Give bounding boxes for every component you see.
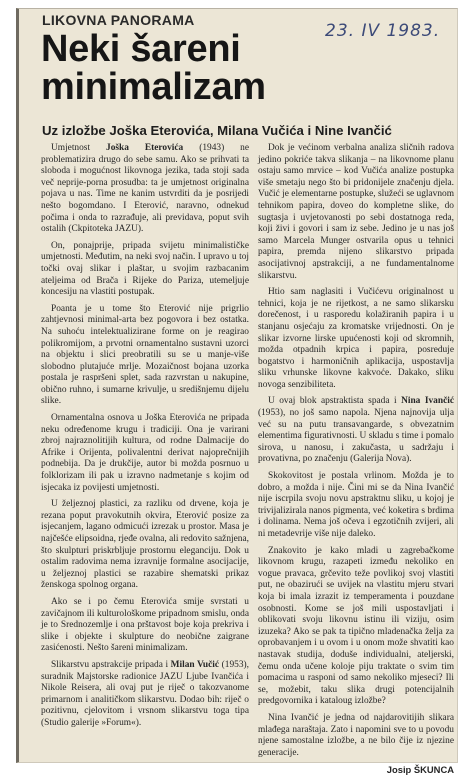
paragraph-text: Nina Ivančić je jedna od najdarovitijih slikara mlađega naraštaja. Zato i napomini sve to u povodu njene samostalne izložbe, a ne bilo čije iz njezine generacije. (258, 712, 454, 758)
paragraph-text: Dok je većinom verbalna analiza sličnih radova jedino pokriće takva slikanja – na likovnome planu ostaju samo mrvice – kod Vučića analize postupka više smetaju nego što bi pridonijele značenju djela. Vučić je elementarne postupke, služeći se uglavnom tehnikom papira, doveo do kompletne slike, do sugtasja i uvjetovanosti po sebi dostatnoga reda, koji živi i govori i sam iz sebe. Jedino je u nas još samo Marcela Munger ostvarila opus u tehnici papira, premda nijeno slikarstvo pripada asocijativnoj apstrakciji, a ne fundamentalnome slikarstvu. (258, 143, 454, 281)
article-paragraph (41, 499, 249, 592)
left-column (41, 143, 249, 758)
article-paragraph (41, 143, 249, 236)
paragraph-text: Umjetnost (51, 143, 107, 153)
paragraph-text: U željeznoj plastici, za razliku od drvene, koja je rezana poput pravokutnih okvira, Eterović posize za isjecanjem, lagano odmicući izrezak u prostor. Masa je najčešće elipsoidna, rjeđe ovalna, ali redovito sažnjena, što skulpturi priskrbljuje prostornu eleganciju. Dok u ostalim radovima nema izravnije formalne asocijacije, u željeznoj plastici se razabire shematski prikaz ženskoga spolnog organa. (41, 499, 249, 591)
article-paragraph (41, 660, 249, 730)
section-rubric: LIKOVNA PANORAMA (42, 12, 195, 28)
article-paragraph (258, 287, 454, 391)
artist-name: Joška Eterovića (106, 143, 184, 153)
paragraph-text: Znakovito je kako mladi u zagrebačkome likovnom krugu, razapeti između nekoliko en vogue pravaca, grčevito teže povlikoj svoj vlastiti put, ne obazirući se uvijek na vlastitu mjeru stvari koja bi imala izrazit iz temperamenta i pouzdane osobnosti. Kome se još mili uspostavljati i oblikovati svoju likovnu istinu ili viziju, osim izuzeka? Ako se pak ta tipično mladenačka želja za oprobavanjem i u ovom i u onom može shvatiti kao nastavak studija, doduše individualni, ateljerski, čemu onda učene koloje piju traktate o svim tim pomacima u rasponi od samo nekoliko mjeseci? Ili se, možebit, taku slika drugi potencijalnih predgovornika i kataloug izložbe? (258, 545, 454, 707)
paragraph-text: Ornamentalna osnova u Joška Eterovića ne pripada neku određenome krugu i tradiciji. Ona je varirani zbroj najraznolitijih kultura, od rodne Dalmacije do Afrike i Orijenta, polivalentni derivat najoprečnijih podnebija. Da je drukčije, autor bi možda posrnuo u folklorizam ili pak u izravno nadmetanje s kojim od isjecaka iz povijesti umjetnosti. (41, 413, 249, 493)
author-byline: Josip ŠKUNCA (386, 764, 454, 776)
paragraph-text: (1953), suradnik Majstorske radionice JAZU Ljube Ivančića i Nikole Reisera, ali ovaj put je riječ o takozvanome primarnom i analitičkom slikarstvu. Dodao bih: riječ o pozitivnu, cjelovitom i vrsnom slikarstvu toga tipa (Studio galerije »Forum«). (41, 659, 249, 728)
article-paragraph (41, 304, 249, 408)
paragraph-text: Slikarstvu apstrakcije pripada i (51, 659, 171, 670)
paragraph-text: (1953), no još samo napola. Njena najnovija ulja već su na putu transavangarde, s obvezatnim elementima figurativnosti. U skladu s time i pomalo sirova, u nanosu, i zakučasta, u sadržaju i provativna, po značenju (Galerija Nova). (258, 408, 454, 465)
newspaper-clipping (16, 8, 458, 776)
artist-name: Nina Ivančić (401, 396, 454, 407)
article-paragraph (41, 413, 249, 494)
paragraph-text: Poanta je u tome što Eterović nije prigrlio zahtjevnosi minimal-arta bez pogovora i bez ostatka. Na suhoću intelektualizirane forme on je reagirao polikromijom, a prvotni ornamentalno sustavni uzorci na objektu i slici preobratili su se u manje-više slobodno plutajuće mrlje. Mozaičnost bojana uzorka postala je raspršeni splet, sada razvrstan u nakupine, obično ruhno, i sumarne krivulje, u središnjemu dijelu slike. (41, 303, 249, 407)
article-paragraph (258, 546, 454, 708)
paragraph-text: Htio sam naglasiti i Vučićevu originalnost u tehnici, koja je ne rijetkost, a ne samo slikarsku dorečenost, i u rasporedu kolažiranih papira i u stanjanu osjećaju za kromatske vrijednosti. On je slikar izvorne lirske upućenosti koji od skromnih, možda otpadnih krpica i papira, posreduje bogatstvo i harmoničnih aplikacija, uspostavlja sliku vrhunske likovne kakvoće. Dakako, sliku novoga senzibiliteta. (258, 287, 454, 390)
article-paragraph (41, 597, 249, 655)
article-paragraph (41, 241, 249, 299)
article-paragraph (258, 713, 454, 759)
handwritten-date: 23. IV 1983. (325, 21, 441, 41)
artist-name: Milan Vučić (170, 659, 220, 670)
paragraph-text: Skokovitost je postala vrlinom. Možda je to dobro, a možda i nije. Čini mi se da Nina Ivančić nije iscrpila svoju novu apstraktnu sliku, u kojoj je trivijalizirala nanos pigmenta, već koketira s brdima i dolinama. Nema još očeva i egzotičnih zvijeri, ali ni metadevrije više nije daleko. (258, 471, 454, 539)
article-title: Neki šareni minimalizam (41, 28, 266, 108)
article-paragraph (258, 396, 454, 466)
article-paragraph (258, 143, 454, 282)
paragraph-text: U ovaj blok apstraktista spada i (268, 396, 402, 407)
right-column (258, 143, 454, 776)
article-subtitle: Uz izložbe Joška Eterovića, Milana Vučića i Nine Ivančić (42, 123, 392, 138)
article-paragraph (258, 471, 454, 541)
paragraph-text: Ako se i po čemu Eterovića smije svrstati u zavičajnom ili kulturološkome pripadnom smislu, onda je to Srednozemlje i ona prštavost boje koja prekriva i slike i objekte i skulpture do neobične zaigrane zasićenosti. Nešto šareni minimalizam. (41, 596, 249, 654)
paragraph-text: (1943) ne problematizira drugo do sebe samu. Ako se prihvati ta sloboda i mogućnost likovnoga jezika, tada stoji sada več neprije-porna prosudba: ta je umjetnost originalna pojava u nas. Time ne kanim ustvrditi da je posrijedi nešto bogomdano. I Eterović, naravno, odnekud počima i onda to razrađuje, ali previdava, poput svih ostalih (Ckpitoteka JAZU). (41, 143, 249, 235)
paragraph-text: On, ponajprije, pripada svijetu minimalističke umjetnosti. Međutim, na neki svoj način. I upravo u toj točki ovaj slikar i plaštar, u svojim razbacanim ateljeima od Brača i Rijeke do Pariza, utemeljuje koncesiju na vlastiti postupak. (41, 240, 249, 298)
